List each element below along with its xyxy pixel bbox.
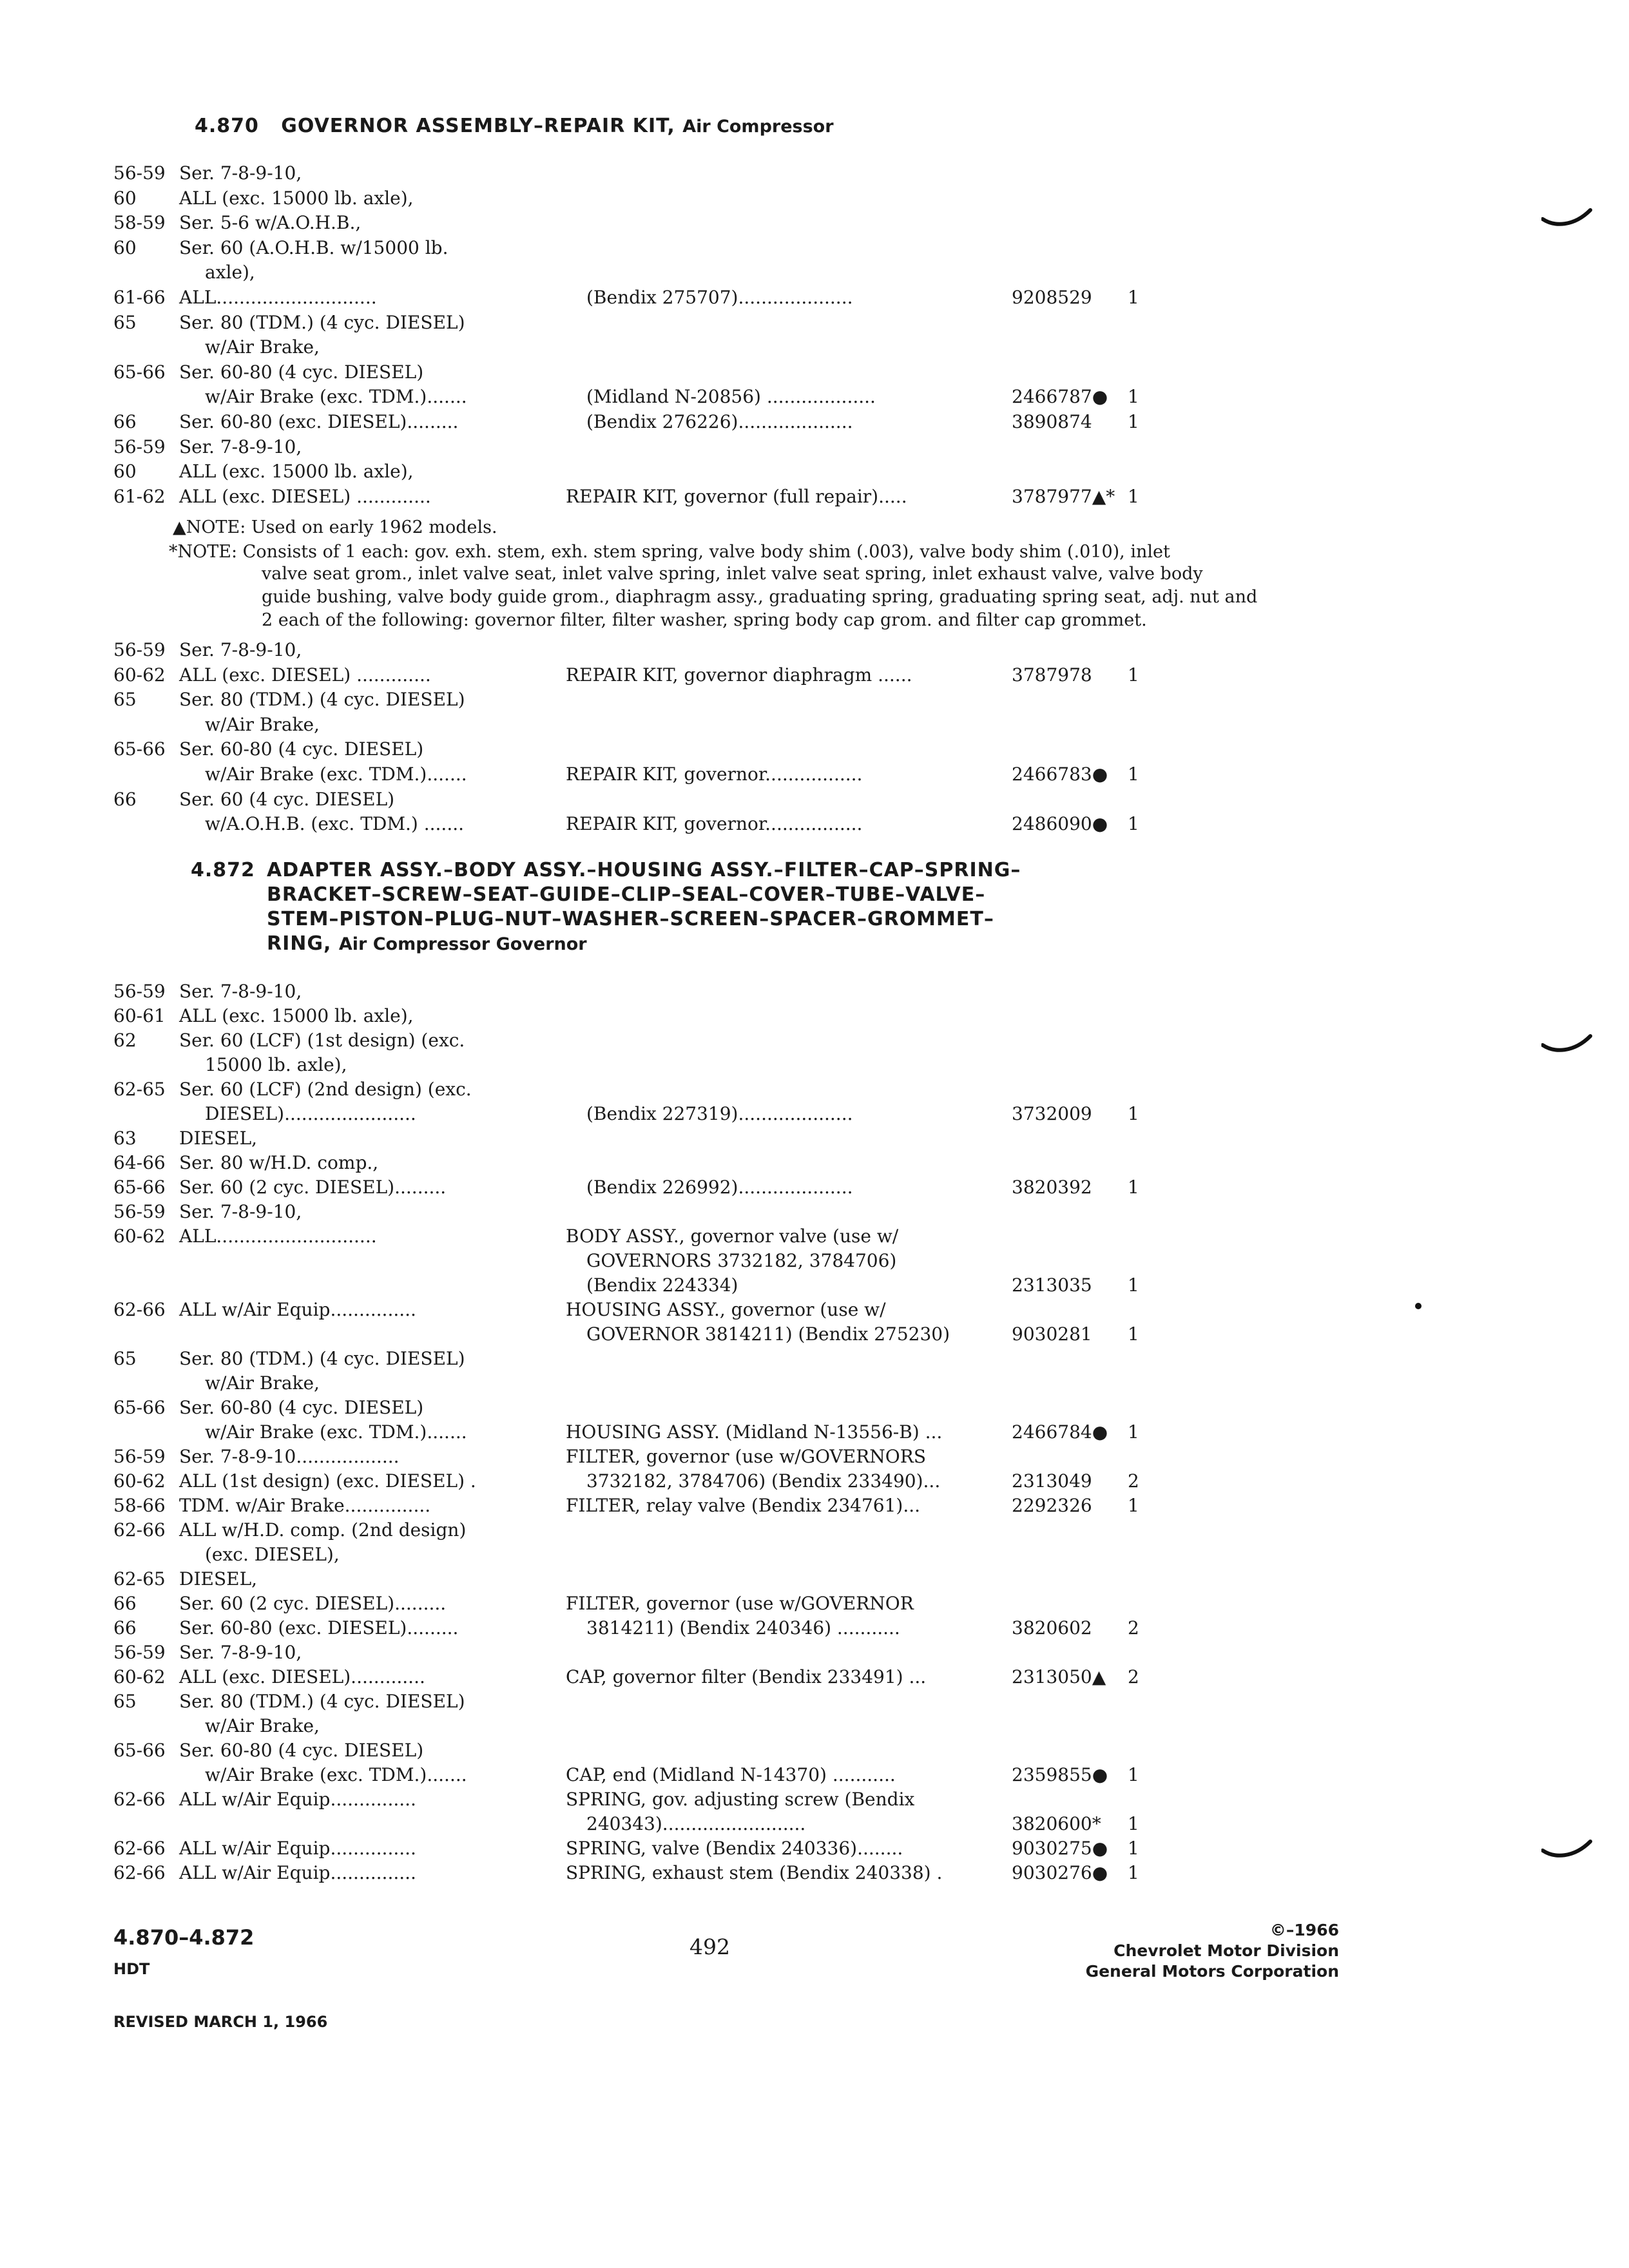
footer-revised-date: REVISED MARCH 1, 1966 <box>113 2013 328 2031</box>
scan-mark-icon <box>1541 205 1593 231</box>
description-cell: REPAIR KIT, governor diaphragm ...... <box>566 664 912 686</box>
part-number-cell: 9030281 <box>1012 1323 1092 1345</box>
footer-division: Chevrolet Motor Division <box>1113 1941 1339 1960</box>
model-cell: w/Air Brake, <box>205 336 320 358</box>
year-cell: 62-66 <box>113 1862 166 1883</box>
model-cell: w/Air Brake, <box>205 1372 320 1394</box>
year-cell: 65-66 <box>113 738 166 760</box>
year-cell: 56-59 <box>113 436 166 457</box>
model-cell: (exc. DIESEL), <box>205 1544 340 1565</box>
quantity-cell: 1 <box>1128 386 1139 408</box>
model-cell: Ser. 80 w/H.D. comp., <box>179 1152 379 1173</box>
model-cell: ALL w/Air Equip............... <box>179 1838 416 1859</box>
quantity-cell: 1 <box>1128 1495 1139 1516</box>
description-cell: GOVERNORS 3732182, 3784706) <box>586 1250 897 1271</box>
description-cell: SPRING, valve (Bendix 240336)........ <box>566 1838 903 1859</box>
year-cell: 62-66 <box>113 1519 166 1541</box>
model-cell: ALL (exc. 15000 lb. axle), <box>179 461 414 483</box>
year-cell: 66 <box>113 1617 137 1639</box>
model-cell: Ser. 80 (TDM.) (4 cyc. DIESEL) <box>179 1691 465 1712</box>
section-number: 4.872 <box>191 859 255 881</box>
part-number-cell: 3820602 <box>1012 1617 1092 1639</box>
description-cell: FILTER, relay valve (Bendix 234761)... <box>566 1495 921 1516</box>
description-cell: SPRING, gov. adjusting screw (Bendix <box>566 1789 915 1810</box>
year-cell: 62 <box>113 1030 137 1051</box>
model-cell: 15000 lb. axle), <box>205 1054 347 1075</box>
year-cell: 66 <box>113 1593 137 1614</box>
part-number-cell: 2466783● <box>1012 764 1108 785</box>
description-cell: FILTER, governor (use w/GOVERNOR <box>566 1593 914 1614</box>
note-line: guide bushing, valve body guide grom., diaphragm assy., graduating spring, graduating spring seat, adj. nut and <box>262 587 1258 607</box>
footer-code: HDT <box>113 1960 150 1978</box>
year-cell: 62-66 <box>113 1299 166 1320</box>
model-cell: Ser. 5-6 w/A.O.H.B., <box>179 212 361 234</box>
model-cell: ALL w/Air Equip............... <box>179 1299 416 1320</box>
year-cell: 61-62 <box>113 485 166 507</box>
year-cell: 66 <box>113 788 137 810</box>
year-cell: 65-66 <box>113 1740 166 1761</box>
year-cell: 60-61 <box>113 1005 166 1026</box>
year-cell: 61-66 <box>113 287 166 308</box>
model-cell: ALL (exc. 15000 lb. axle), <box>179 1005 414 1026</box>
part-number-cell: 3820392 <box>1012 1177 1092 1198</box>
year-cell: 56-59 <box>113 1201 166 1222</box>
description-cell: FILTER, governor (use w/GOVERNORS <box>566 1446 927 1467</box>
part-number-cell: 2292326 <box>1012 1495 1092 1516</box>
model-cell: Ser. 60 (LCF) (1st design) (exc. <box>179 1030 465 1051</box>
model-cell: ALL w/H.D. comp. (2nd design) <box>179 1519 467 1541</box>
model-cell: Ser. 7-8-9-10, <box>179 981 302 1002</box>
quantity-cell: 1 <box>1128 411 1139 432</box>
quantity-cell: 1 <box>1128 1838 1139 1859</box>
model-cell: Ser. 60 (4 cyc. DIESEL) <box>179 788 395 810</box>
section-title-text: GOVERNOR ASSEMBLY–REPAIR KIT, <box>281 115 675 137</box>
section-title-line-3: STEM–PISTON–PLUG–NUT–WASHER–SCREEN–SPACER–GROMMET– <box>267 908 994 930</box>
model-cell: DIESEL)....................... <box>205 1103 416 1124</box>
model-cell: Ser. 60 (A.O.H.B. w/15000 lb. <box>179 236 448 258</box>
year-cell: 62-66 <box>113 1838 166 1859</box>
part-number-cell: 3732009 <box>1012 1103 1092 1124</box>
year-cell: 56-59 <box>113 1642 166 1663</box>
year-cell: 65-66 <box>113 1397 166 1418</box>
year-cell: 60-62 <box>113 1666 166 1687</box>
year-cell: 56-59 <box>113 1446 166 1467</box>
year-cell: 56-59 <box>113 639 166 660</box>
model-cell: w/A.O.H.B. (exc. TDM.) ....... <box>205 813 465 835</box>
year-cell: 60-62 <box>113 1470 166 1492</box>
description-cell: (Midland N-20856) ................... <box>586 386 876 408</box>
section-title-suffix: Air Compressor Governor <box>338 934 587 954</box>
quantity-cell: 1 <box>1128 1862 1139 1883</box>
quantity-cell: 1 <box>1128 1813 1139 1834</box>
part-number-cell: 2466787● <box>1012 386 1108 408</box>
description-cell: CAP, end (Midland N-14370) ........... <box>566 1764 896 1785</box>
quantity-cell: 2 <box>1128 1470 1139 1492</box>
page-number: 492 <box>689 1934 730 1959</box>
model-cell: TDM. w/Air Brake............... <box>179 1495 431 1516</box>
part-number-cell: 3890874 <box>1012 411 1092 432</box>
year-cell: 63 <box>113 1128 137 1149</box>
year-cell: 65 <box>113 311 137 333</box>
model-cell: Ser. 60-80 (4 cyc. DIESEL) <box>179 738 424 760</box>
year-cell: 56-59 <box>113 162 166 184</box>
section-title-suffix: Air Compressor <box>682 117 834 137</box>
footer-publisher <box>1086 1920 1339 1982</box>
model-cell: Ser. 60-80 (4 cyc. DIESEL) <box>179 1397 424 1418</box>
scan-mark-icon <box>1541 1836 1593 1862</box>
model-cell: Ser. 60-80 (exc. DIESEL)......... <box>179 1617 459 1639</box>
note-line: valve seat grom., inlet valve seat, inlet valve spring, inlet valve seat spring, inlet exhaust valve, valve body <box>262 564 1203 584</box>
model-cell: Ser. 60-80 (4 cyc. DIESEL) <box>179 1740 424 1761</box>
description-cell: HOUSING ASSY., governor (use w/ <box>566 1299 886 1320</box>
part-number-cell: 9030276● <box>1012 1862 1108 1883</box>
description-cell: CAP, governor filter (Bendix 233491) ... <box>566 1666 927 1687</box>
year-cell: 60 <box>113 461 137 483</box>
quantity-cell: 1 <box>1128 1103 1139 1124</box>
model-cell: ALL............................ <box>179 287 377 308</box>
year-cell: 56-59 <box>113 981 166 1002</box>
model-cell: ALL w/Air Equip............... <box>179 1862 416 1883</box>
quantity-cell: 1 <box>1128 1274 1139 1296</box>
description-cell: REPAIR KIT, governor................. <box>566 764 863 785</box>
quantity-cell: 1 <box>1128 664 1139 686</box>
model-cell: ALL (exc. DIESEL) ............. <box>179 485 431 507</box>
year-cell: 62-65 <box>113 1568 166 1590</box>
model-cell: w/Air Brake, <box>205 1715 320 1736</box>
footer-corporation: General Motors Corporation <box>1085 1962 1339 1981</box>
description-cell: (Bendix 226992).................... <box>586 1177 853 1198</box>
footer-section-range: 4.870–4.872 <box>113 1925 255 1950</box>
year-cell: 65 <box>113 1348 137 1369</box>
model-cell: Ser. 80 (TDM.) (4 cyc. DIESEL) <box>179 311 465 333</box>
part-number-cell: 9030275● <box>1012 1838 1108 1859</box>
part-number-cell: 3820600* <box>1012 1813 1101 1834</box>
year-cell: 65-66 <box>113 361 166 383</box>
model-cell: ALL (exc. DIESEL)............. <box>179 1666 425 1687</box>
description-cell: 3814211) (Bendix 240346) ........... <box>586 1617 900 1639</box>
part-number-cell: 2313049 <box>1012 1470 1092 1492</box>
year-cell: 60 <box>113 236 137 258</box>
part-number-cell: 2313050▲ <box>1012 1666 1106 1687</box>
section-title-line-4: RING, Air Compressor Governor <box>267 932 587 955</box>
footer-copyright: ©–1966 <box>1269 1921 1339 1939</box>
year-cell: 58-66 <box>113 1495 166 1516</box>
year-cell: 58-59 <box>113 212 166 234</box>
description-cell: REPAIR KIT, governor (full repair)..... <box>566 485 907 507</box>
description-cell: BODY ASSY., governor valve (use w/ <box>566 1225 899 1247</box>
model-cell: Ser. 60 (2 cyc. DIESEL)......... <box>179 1593 447 1614</box>
part-number-cell: 2486090● <box>1012 813 1108 835</box>
quantity-cell: 1 <box>1128 1323 1139 1345</box>
section-number: 4.870 <box>195 115 259 137</box>
description-cell: (Bendix 224334) <box>586 1274 738 1296</box>
quantity-cell: 1 <box>1128 764 1139 785</box>
quantity-cell: 1 <box>1128 485 1139 507</box>
model-cell: Ser. 7-8-9-10, <box>179 436 302 457</box>
model-cell: axle), <box>205 262 255 284</box>
year-cell: 65 <box>113 689 137 711</box>
model-cell: Ser. 7-8-9-10, <box>179 639 302 660</box>
quantity-cell: 1 <box>1128 1764 1139 1785</box>
description-cell: (Bendix 275707).................... <box>586 287 853 308</box>
model-cell: ALL (exc. 15000 lb. axle), <box>179 187 414 209</box>
description-cell: (Bendix 227319).................... <box>586 1103 853 1124</box>
year-cell: 65 <box>113 1691 137 1712</box>
description-cell: GOVERNOR 3814211) (Bendix 275230) <box>586 1323 950 1345</box>
description-cell: 240343)......................... <box>586 1813 806 1834</box>
description-cell: (Bendix 276226).................... <box>586 411 853 432</box>
note-line: 2 each of the following: governor filter, filter washer, spring body cap grom. and filter cap grommet. <box>262 610 1147 630</box>
part-number-cell: 2359855● <box>1012 1764 1108 1785</box>
model-cell: Ser. 60-80 (exc. DIESEL)......... <box>179 411 459 432</box>
section-4870-title <box>195 115 834 137</box>
note-line: *NOTE: Consists of 1 each: gov. exh. stem, exh. stem spring, valve body shim (.003), valve body shim (.010), inlet <box>169 542 1170 562</box>
part-number-cell: 2313035 <box>1012 1274 1092 1296</box>
year-cell: 64-66 <box>113 1152 166 1173</box>
year-cell: 60-62 <box>113 664 166 686</box>
model-cell: ALL............................ <box>179 1225 377 1247</box>
model-cell: Ser. 7-8-9-10, <box>179 1642 302 1663</box>
section-4872-title <box>191 858 1021 957</box>
description-cell: 3732182, 3784706) (Bendix 233490)... <box>586 1470 941 1492</box>
model-cell: Ser. 7-8-9-10, <box>179 162 302 184</box>
quantity-cell: 2 <box>1128 1617 1139 1639</box>
quantity-cell: 1 <box>1128 1421 1139 1443</box>
year-cell: 60 <box>113 187 137 209</box>
model-cell: Ser. 7-8-9-10, <box>179 1201 302 1222</box>
part-number-cell: 3787978 <box>1012 664 1092 686</box>
model-cell: Ser. 80 (TDM.) (4 cyc. DIESEL) <box>179 689 465 711</box>
model-cell: w/Air Brake (exc. TDM.)....... <box>205 386 467 408</box>
description-cell: HOUSING ASSY. (Midland N-13556-B) ... <box>566 1421 943 1443</box>
scan-speck <box>1415 1303 1422 1309</box>
scan-mark-icon <box>1541 1031 1593 1057</box>
section-title-line-1: ADAPTER ASSY.–BODY ASSY.–HOUSING ASSY.–FILTER–CAP–SPRING– <box>267 859 1021 881</box>
part-number-cell: 9208529 <box>1012 287 1092 308</box>
year-cell: 62-65 <box>113 1079 166 1100</box>
quantity-cell: 1 <box>1128 813 1139 835</box>
model-cell: DIESEL, <box>179 1128 258 1149</box>
model-cell: DIESEL, <box>179 1568 258 1590</box>
description-cell: SPRING, exhaust stem (Bendix 240338) . <box>566 1862 943 1883</box>
description-cell: REPAIR KIT, governor................. <box>566 813 863 835</box>
model-cell: ALL (exc. DIESEL) ............. <box>179 664 431 686</box>
model-cell: w/Air Brake (exc. TDM.)....... <box>205 1764 467 1785</box>
year-cell: 62-66 <box>113 1789 166 1810</box>
note-line: ▲NOTE: Used on early 1962 models. <box>173 517 497 537</box>
model-cell: Ser. 7-8-9-10.................. <box>179 1446 400 1467</box>
part-number-cell: 3787977▲* <box>1012 485 1115 507</box>
model-cell: ALL w/Air Equip............... <box>179 1789 416 1810</box>
quantity-cell: 1 <box>1128 287 1139 308</box>
model-cell: w/Air Brake (exc. TDM.)....... <box>205 1421 467 1443</box>
model-cell: Ser. 60 (LCF) (2nd design) (exc. <box>179 1079 472 1100</box>
year-cell: 60-62 <box>113 1225 166 1247</box>
model-cell: ALL (1st design) (exc. DIESEL) . <box>179 1470 476 1492</box>
model-cell: Ser. 80 (TDM.) (4 cyc. DIESEL) <box>179 1348 465 1369</box>
quantity-cell: 2 <box>1128 1666 1139 1687</box>
part-number-cell: 2466784● <box>1012 1421 1108 1443</box>
year-cell: 66 <box>113 411 137 432</box>
model-cell: Ser. 60-80 (4 cyc. DIESEL) <box>179 361 424 383</box>
section-title-line-2: BRACKET–SCREW–SEAT–GUIDE–CLIP–SEAL–COVER–TUBE–VALVE– <box>267 883 986 906</box>
model-cell: Ser. 60 (2 cyc. DIESEL)......... <box>179 1177 447 1198</box>
model-cell: w/Air Brake, <box>205 713 320 735</box>
model-cell: w/Air Brake (exc. TDM.)....... <box>205 764 467 785</box>
year-cell: 65-66 <box>113 1177 166 1198</box>
quantity-cell: 1 <box>1128 1177 1139 1198</box>
